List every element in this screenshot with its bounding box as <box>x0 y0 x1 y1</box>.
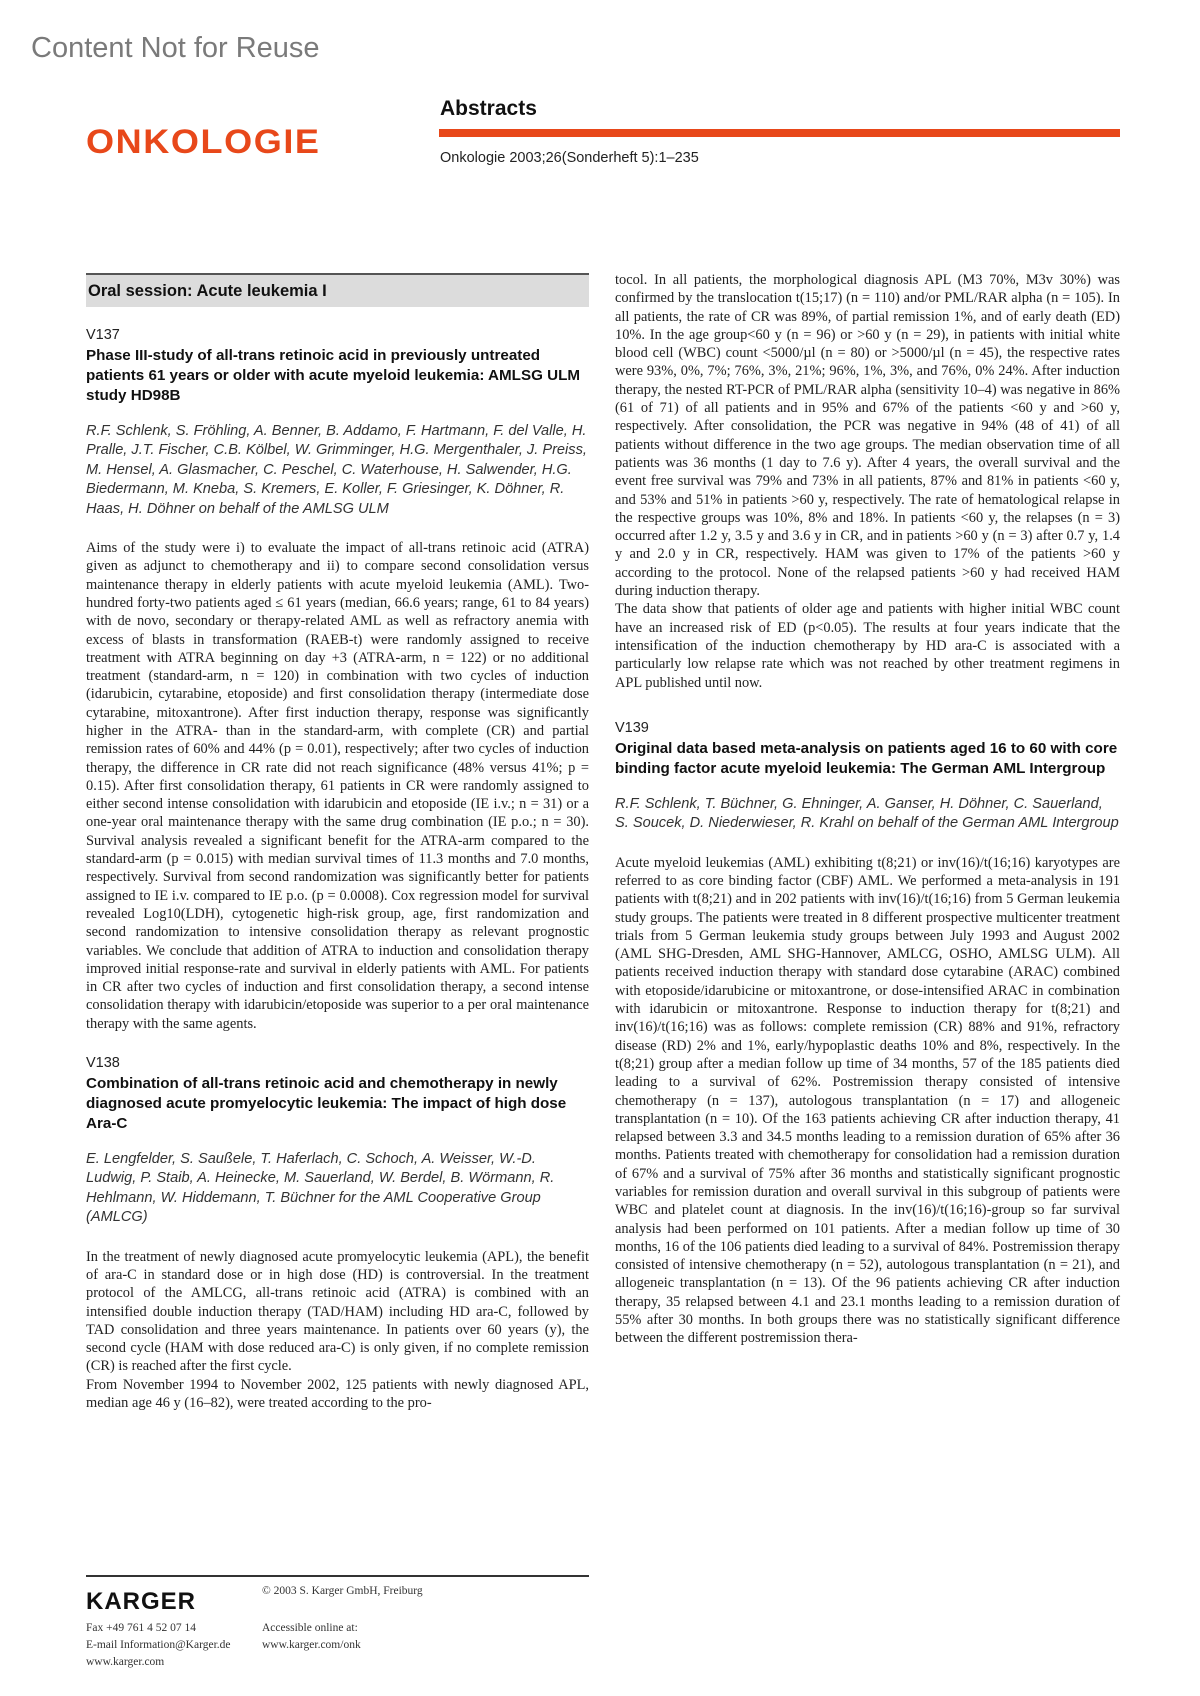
abstract-number: V137 <box>86 327 120 343</box>
abstract-body <box>615 854 1120 1348</box>
publisher-website[interactable]: www.karger.com <box>86 1656 165 1668</box>
abstract-title: Combination of all-trans retinoic acid and chemotherapy in newly diagnosed acute promyelocytic leukemia: The impact of high dose Ara-C <box>86 1075 567 1133</box>
abstract-title: Phase III-study of all-trans retinoic acid in previously untreated patients 61 years or older with acute myeloid leukemia: AMLSG ULM study HD98B <box>86 347 581 404</box>
abstract-authors: R.F. Schlenk, S. Fröhling, A. Benner, B. Addamo, F. Hartmann, F. del Valle, H. Pralle, J.T. Fischer, C.B. Kölbel, W. Grimminger, H.G. Mergenthaler, J. Preiss, M. Hensel, A. Glasmacher, C. Peschel, C. Waterhouse, H. Salwender, H.G. Biedermann, M. Kneba, S. Kremers, E. Koller, F. Griesinger, K. Döhner, R. Haas, H. Döhner on behalf of the AMLSG ULM <box>86 423 587 517</box>
abstract-body-continued <box>615 271 1120 692</box>
abstract-paragraph: In the treatment of newly diagnosed acute promyelocytic leukemia (APL), the benefit of ara-C in standard dose or in high dose (HD) is controversial. In the treatment protocol of the AMLCG, all-trans retinoic acid (ATRA) is combined with an intensified double induction therapy (TAD/HAM) including HD ara-C, followed by TAD consolidation and three years maintenance. In patients over 60 years (y), the second cycle (HAM with dose reduced ara-C) is only given, if no complete remission (CR) is reached after the first cycle. <box>86 1248 589 1375</box>
access-label: Accessible online at: <box>262 1622 358 1634</box>
abstract-v139 <box>615 720 1120 1348</box>
right-column <box>615 271 1120 1348</box>
session-title: Oral session: Acute leukemia I <box>86 273 589 307</box>
fax-number: Fax +49 761 4 52 07 14 <box>86 1622 196 1634</box>
journal-citation: Onkologie 2003;26(Sonderheft 5):1–235 <box>440 150 699 166</box>
copyright-notice: © 2003 S. Karger GmbH, Freiburg <box>262 1585 423 1597</box>
abstract-authors: E. Lengfelder, S. Saußele, T. Haferlach, C. Schoch, A. Weisser, W.-D. Ludwig, P. Staib, A. Heinecke, M. Sauerland, W. Berdel, B. Wörmann, R. Hehlmann, W. Hiddemann, T. Büchner for the AML Cooperative Group (AMLCG) <box>86 1151 555 1226</box>
abstract-title: Original data based meta-analysis on patients aged 16 to 60 with core binding factor acute myeloid leukemia: The German AML Intergroup <box>615 739 1118 777</box>
footer-rule <box>86 1575 589 1577</box>
email-address[interactable]: E-mail Information@Karger.de <box>86 1639 231 1651</box>
abstract-number: V138 <box>86 1055 120 1072</box>
left-column <box>86 273 589 1412</box>
watermark-text: Content Not for Reuse <box>31 32 320 64</box>
abstract-body <box>86 1248 589 1413</box>
abstract-paragraph: tocol. In all patients, the morphological diagnosis APL (M3 70%, M3v 30%) was confirmed by the translocation t(15;17) (n = 110) and/or PML/RAR alpha (n = 105). In all patients, the rate of CR was 89%, of partial remission 1%, and of early death (ED) 10%. In the age group<60 y (n = 96) or >60 y (n = 29), in patients with initial white blood cell (WBC) count <5000/µl (n = 80) or >5000/µl (n = 45), the respective rates were 93%, 0%, 7%; 76%, 3%, 21%; 96%, 1%, 3%, and 76%, 0% 24%. After induction therapy, the nested RT-PCR of PML/RAR alpha (sensitivity 10–4) was negative in 86% (61 of 71) of all patients and in 95% and 67% of the patients <60 y and >60 y, respectively. After consolidation, the PCR was negative in 94% (48 of 41) of all patients without difference in the two age groups. The median observation time of all patients was 36 months (1 day to 7.6 y). After 4 years, the overall survival and the event free survival was 79% and 73% in all patients, 87% and 81% in patients <60 y, and 53% and 51% in patients >60 y, respectively. The rate of hematological relapse in the respective groups was 10%, 8% and 18%. In patients <60 y, the relapses (n = 3) occurred after 1.2 y, 3.5 y and 3.6 y in CR, and in patients >60 y (n = 3) after 0.7 y, 1.4 y and 2.0 y in CR, respectively. HAM was given to 17% of the patients >60 y according to the protocol. None of the relapsed patients >60 y had received HAM during induction therapy. <box>615 272 1120 600</box>
abstract-paragraph: Aims of the study were i) to evaluate the impact of all-trans retinoic acid (ATRA) given as adjunct to chemotherapy and ii) to compare second consolidation versus maintenance therapy in elderly patients with acute myeloid leukemia (AML). Two-hundred forty-two patients aged ≤ 61 years (median, 66.6 years; range, 61 to 84 years) with de novo, secondary or therapy-related AML as well as refractory anemia with excess of blasts in transformation (RAEB-t) were randomly assigned to receive treatment with ATRA beginning on day +3 (ATRA-arm, n = 122) or no additional treatment (standard-arm, n = 120) in combination with two cycles of induction (idarubicin, cytarabine, etoposide) and first consolidation therapy (intermediate dose cytarabine, mitoxantrone). After first induction therapy, response was significantly higher in the ATRA- than in the standard-arm, with complete (CR) and partial remission rates of 60% and 44% (p = 0.01), respectively; after two cycles of induction therapy, the difference in CR rate did not reach significance (48% versus 41%; p = 0.15). After first consolidation therapy, 61 patients in CR were randomly assigned to either second intense consolidation with idarubicin and etoposide (IE i.v.; n = 31) or a one-year oral maintenance therapy with the same drug combination (IE p.o.; n = 30). Survival analysis revealed a significant benefit for the ATRA-arm compared to the standard-arm (p = 0.015) with median survival times of 11.3 months and 7.0 months, respectively. Survival from second randomization was significantly better for patients assigned to IE i.v. compared to IE p.o. (p = 0.0008). Cox regression model for survival revealed Log10(LDH), cytogenetic high-risk group, age, first randomization and second randomization to intensive consolidation therapy as relevant prognostic variables. We conclude that addition of ATRA to induction and consolidation therapy improved initial response-rate and survival in elderly patients with AML. For patients in CR after two cycles of induction and first consolidation therapy, a second intense consolidation therapy with idarubicin/etoposide was superior to a per oral maintenance therapy with the same agents. <box>86 540 589 1032</box>
journal-logo: ONKOLOGIE <box>86 123 321 161</box>
abstract-paragraph: The data show that patients of older age and patients with higher initial WBC count have an increased risk of ED (p<0.05). The results at four years indicate that the intensification of the induction chemotherapy by HD ara-C is associated with a particularly low relapse rate which was not reached by other treatment regimens in APL published until now. <box>615 601 1120 691</box>
accent-bar <box>439 129 1120 137</box>
publisher-contact <box>86 1620 231 1671</box>
abstract-paragraph: From November 1994 to November 2002, 125 patients with newly diagnosed APL, median age 46 y (16–82), were treated according to the pro- <box>86 1376 589 1412</box>
section-heading: Abstracts <box>440 97 537 120</box>
abstract-body <box>86 539 589 1033</box>
abstract-v138 <box>86 1055 589 1412</box>
access-url[interactable]: www.karger.com/onk <box>262 1639 361 1651</box>
abstract-paragraph: Acute myeloid leukemias (AML) exhibiting t(8;21) or inv(16)/t(16;16) karyotypes are referred to as core binding factor (CBF) AML. We performed a meta-analysis in 191 patients with t(8;21) and in 202 patients with inv(16)/t(16;16) from 5 German leukemia study groups. The patients were treated in 8 different prospective multicenter treatment trials from 5 German leukemia study groups between July 1993 and August 2002 (AML SHG-Dresden, AML SHG-Hannover, AMLCG, OSHO, AMLSG ULM). All patients received induction therapy with standard dose cytarabine (ARAC) combined with etoposide/idarubicine or mitoxantrone, or dose-intensified ARAC in combination with idarubicin or mitoxantrone. Response to induction therapy for t(8;21) and inv(16)/t(16;16) was as follows: complete remission (CR) 88% and 91%, refractory disease (RD) 2% and 1%, early/hypoplastic deaths 10% and 8%, respectively. In the t(8;21) group after a median follow up time of 34 months, 57 of the 185 patients died leading to a survival of 62%. Postremission therapy consisted of intensive chemotherapy (n = 137), autologous transplantation (n = 17) and allogeneic transplantation (n = 10). Of the 163 patients achieving CR after induction therapy, 41 relapsed between 3.3 and 34.5 months leading to a remission duration of 65% after 36 months. Patients treated with chemotherapy for consolidation had a remission duration of 67% and a survival of 75% after 36 months and statistically significant prognostic variables for remission duration and overall survival in this subgroup of patients were WBC and platelet count at diagnosis. In the inv(16)/t(16;16)-group so far survival analysis had been performed on 101 patients. After a median follow up time of 30 months, 16 of the 106 patients died leading to a survival of 84%. Postremission therapy consisted of intensive chemotherapy (n = 52), autologous transplantation (n = 21), and allogeneic transplantation (n = 13). Of the 96 patients achieving CR after induction therapy, 35 relapsed between 4.1 and 23.1 months leading to a remission duration of 55% after 30 months. In both groups there was no statistically significant difference between the different postremission thera- <box>615 854 1120 1347</box>
abstract-number: V139 <box>615 719 649 736</box>
online-access <box>262 1620 361 1654</box>
publisher-logo: KARGER <box>86 1588 197 1615</box>
abstract-authors: R.F. Schlenk, T. Büchner, G. Ehninger, A. Ganser, H. Döhner, C. Sauerland, S. Soucek, D. Niederwieser, R. Krahl on behalf of the German AML Intergroup <box>615 795 1119 832</box>
abstract-v137 <box>86 327 589 1033</box>
